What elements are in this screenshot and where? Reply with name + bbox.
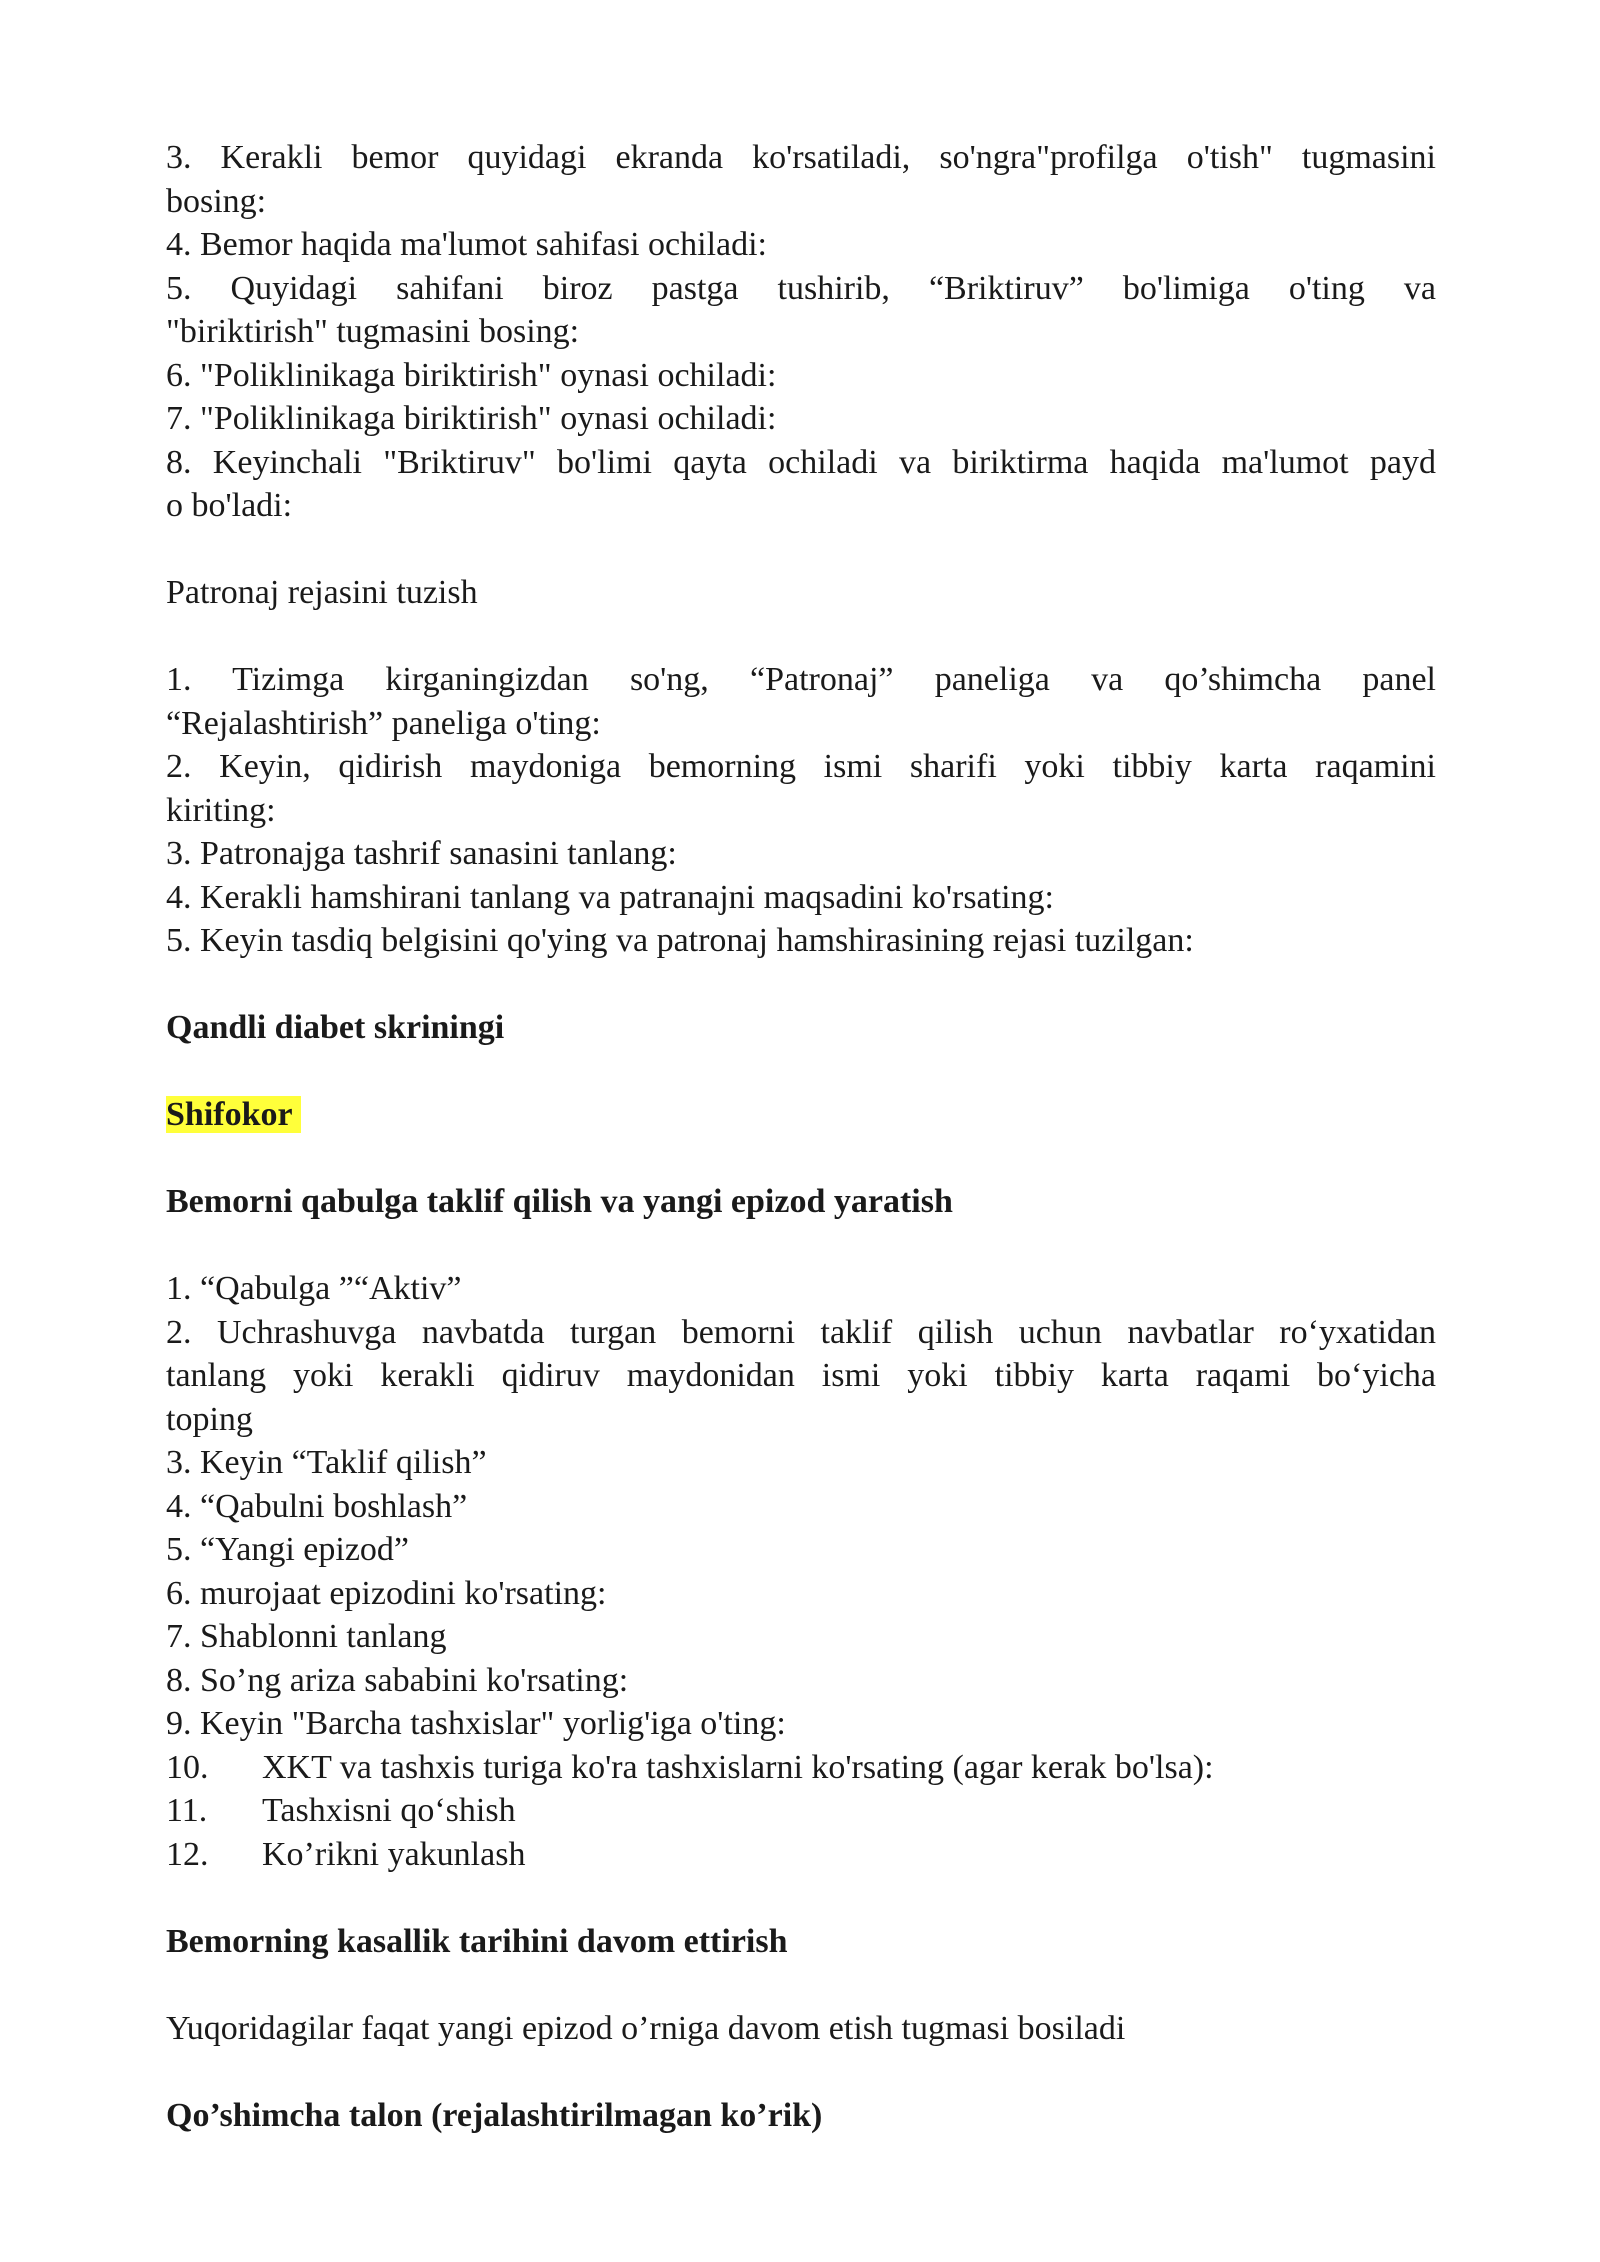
list-item: 5. “Yangi epizod” — [166, 1531, 409, 1568]
paragraph-line: 2. Keyin, qidirish maydoniga bemorning ismi sharifi yoki tibbiy karta raqamini — [166, 748, 1436, 785]
list-item-text: Tashxisni qo‘shish — [262, 1792, 516, 1829]
paragraph-line: 1. Tizimga kirganingizdan so'ng, “Patronaj” paneliga va qo’shimcha panel — [166, 661, 1436, 698]
paragraph-line: 3. Kerakli bemor quyidagi ekranda ko'rsatiladi, so'ngra"profilga o'tish" tugmasini — [166, 139, 1436, 176]
list-item — [166, 1746, 1436, 1790]
role-label-line — [166, 1093, 1436, 1137]
list-item: 9. Keyin "Barcha tashxislar" yorlig'iga o'ting: — [166, 1705, 786, 1742]
paragraph-line: 6. "Poliklinikaga biriktirish" oynasi ochiladi: — [166, 356, 777, 394]
spacer — [166, 1137, 1436, 1181]
list-number: 12. — [166, 1835, 209, 1873]
paragraph-line: 8. Keyinchali "Briktiruv" bo'limi qayta ochiladi va biriktirma haqida ma'lumot payd — [166, 443, 1436, 481]
paragraph-line: o bo'ladi: — [166, 487, 293, 524]
paragraph-line: bosing: — [166, 182, 267, 220]
section-heading-diabetes: Qandli diabet skriningi — [166, 1009, 505, 1046]
paragraph-line: 5. Keyin tasdiq belgisini qo'ying va patronaj hamshirasining rejasi tuzilgan: — [166, 922, 1194, 959]
spacer — [166, 528, 1436, 572]
list-item: 4. “Qabulni boshlash” — [166, 1487, 468, 1525]
spacer — [166, 2050, 1436, 2094]
list-item: tanlang yoki kerakli qidiruv maydonidan ismi yoki tibbiy karta raqami bo‘yicha — [166, 1357, 1436, 1394]
list-number: 10. — [166, 1748, 209, 1786]
highlighted-role-label: Shifokor — [166, 1096, 301, 1133]
paragraph-line: 4. Kerakli hamshirani tanlang va patranajni maqsadini ko'rsating: — [166, 878, 1054, 916]
section-heading-history: Bemorning kasallik tarihini davom ettirish — [166, 1922, 788, 1960]
list-item-text: Ko’rikni yakunlash — [262, 1835, 526, 1873]
paragraph-line: Yuqoridagilar faqat yangi epizod o’rniga davom etish tugmasi bosiladi — [166, 2009, 1126, 2047]
document-page — [166, 136, 1436, 2137]
list-item: 3. Keyin “Taklif qilish” — [166, 1444, 487, 1481]
list-item: 1. “Qabulga ”“Aktiv” — [166, 1270, 462, 1307]
paragraph-line: kiriting: — [166, 791, 276, 829]
paragraph-line: “Rejalashtirish” paneliga o'ting: — [166, 704, 601, 742]
section-heading-extra-coupon: Qo’shimcha talon (rejalashtirilmagan ko’rik) — [166, 2096, 823, 2134]
spacer — [166, 1050, 1436, 1094]
list-item — [166, 1789, 1436, 1833]
spacer — [166, 615, 1436, 659]
list-item: 7. Shablonni tanlang — [166, 1618, 447, 1655]
list-item: 2. Uchrashuvga navbatda turgan bemorni taklif qilish uchun navbatlar ro‘yxatidan — [166, 1313, 1436, 1351]
paragraph-line: 7. "Poliklinikaga biriktirish" oynasi ochiladi: — [166, 400, 777, 437]
list-item-text: XKT va tashxis turiga ko'ra tashxislarni ko'rsating (agar kerak bo'lsa): — [262, 1748, 1214, 1786]
list-item — [166, 1833, 1436, 1877]
spacer — [166, 963, 1436, 1007]
paragraph-line: 3. Patronajga tashrif sanasini tanlang: — [166, 835, 677, 872]
section-heading-patronaj: Patronaj rejasini tuzish — [166, 574, 478, 611]
spacer — [166, 1963, 1436, 2007]
list-item: 8. So’ng ariza sababini ko'rsating: — [166, 1661, 629, 1699]
list-item: 6. murojaat epizodini ko'rsating: — [166, 1574, 607, 1612]
list-item: toping — [166, 1400, 253, 1438]
spacer — [166, 1224, 1436, 1268]
paragraph-line: 4. Bemor haqida ma'lumot sahifasi ochiladi: — [166, 226, 767, 263]
paragraph-line: 5. Quyidagi sahifani biroz pastga tushirib, “Briktiruv” bo'limiga o'ting va — [166, 269, 1436, 307]
list-number: 11. — [166, 1792, 208, 1829]
spacer — [166, 1876, 1436, 1920]
subheading-invite-patient: Bemorni qabulga taklif qilish va yangi epizod yaratish — [166, 1183, 953, 1220]
paragraph-line: "biriktirish" tugmasini bosing: — [166, 313, 580, 350]
